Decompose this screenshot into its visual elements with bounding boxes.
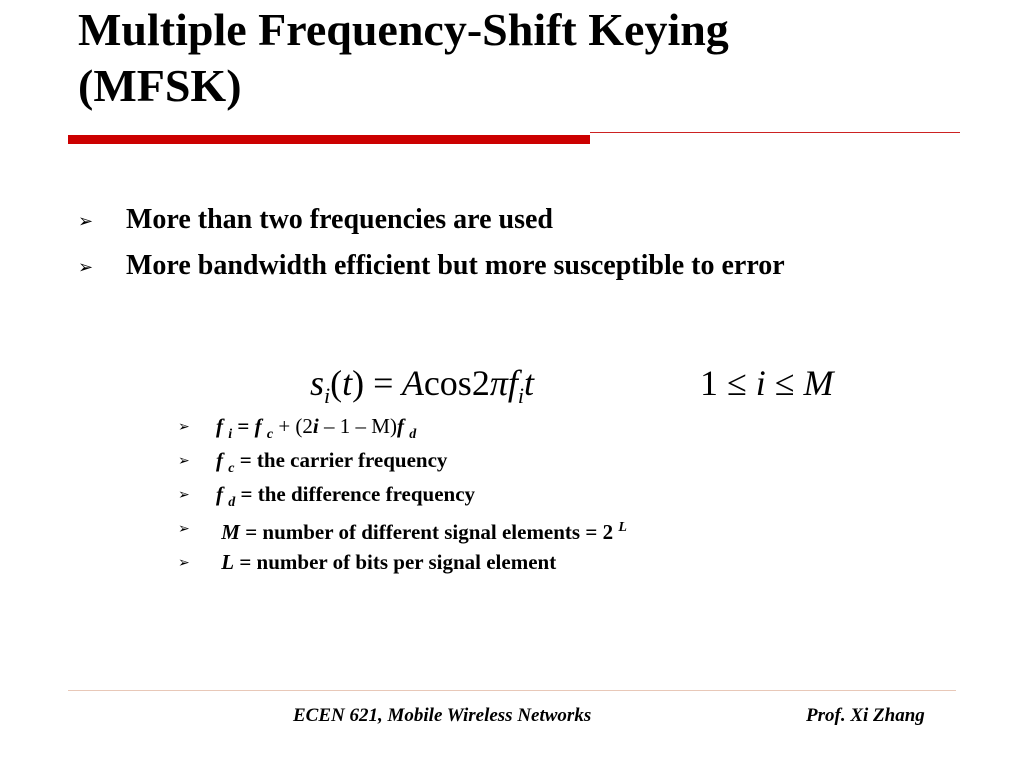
main-bullets [78,200,785,292]
superscript-L: L [618,520,627,535]
bullet-text: More bandwidth efficient but more susceptible to error [126,250,785,281]
definition-item [178,512,627,546]
arrow-bullet-icon: ➢ [178,419,190,435]
subscript-c: c [228,461,235,477]
symbol-L: L [221,550,235,574]
range-one: 1 [700,363,718,403]
arrow-bullet-icon: ➢ [178,555,190,571]
index-range [700,362,834,404]
arrow-bullet-icon: ➢ [178,453,190,469]
definition-text: = the difference frequency [235,482,476,506]
range-leq: ≤ [727,363,747,403]
subscript-i: i [228,427,233,443]
arrow-bullet-icon: ➢ [178,521,190,537]
formula-equals: = [373,363,394,403]
formula-s: s [310,363,325,403]
slide-title [78,2,978,114]
formula-pi: π [489,363,508,403]
definition-text: = number of bits per signal element [234,550,557,574]
arrow-bullet-icon: ➢ [78,211,94,232]
title-line-2: (MFSK) [78,60,242,111]
formula-two: 2 [471,363,490,403]
equals-sign: = [232,414,255,438]
subscript-d: d [409,427,417,443]
footer-divider [68,690,956,691]
formula-t: t [342,363,353,403]
range-i: i [755,363,766,403]
subscript-d: d [228,495,236,511]
formula-sub-i: i [517,383,525,409]
title-line-1: Multiple Frequency-Shift Keying [78,4,729,55]
expression-part: + (2 [273,414,313,438]
mfsk-formula: $s_i(t) = Acos2\pi f_it$ [310,363,535,409]
range-leq: ≤ [774,363,795,403]
title-underline-thin [590,132,960,133]
symbol-f: f [254,414,262,438]
symbol-i: i [312,414,319,438]
symbol-f: f [396,414,404,438]
definition-item [178,546,627,580]
symbol-f: f [216,448,223,472]
definition-list [178,410,627,580]
expression-part: – 1 – M) [318,414,397,438]
definition-text: = the carrier frequency [234,448,448,472]
arrow-bullet-icon: ➢ [178,487,190,503]
symbol-f: f [216,414,223,438]
range-M: M [803,363,834,403]
formula-t: t [524,363,535,403]
definition-item [178,478,627,512]
bullet-text: More than two frequencies are used [126,204,553,235]
formula-A: A [401,363,424,403]
symbol-M: M [221,520,240,544]
bullet-item [78,200,785,246]
formula-f: f [507,363,518,403]
footer-course: ECEN 621, Mobile Wireless Networks [293,705,592,726]
title-underline-thick [68,135,590,144]
bullet-item [78,246,785,292]
formula-sub-i: i [324,383,331,409]
definition-text: = number of different signal elements = 2 [239,520,619,544]
arrow-bullet-icon: ➢ [78,257,94,278]
footer-professor: Prof. Xi Zhang [806,705,925,726]
symbol-f: f [216,482,223,506]
formula-cos: cos [423,363,472,403]
definition-item [178,410,627,444]
definition-item [178,444,627,478]
subscript-c: c [266,427,274,443]
